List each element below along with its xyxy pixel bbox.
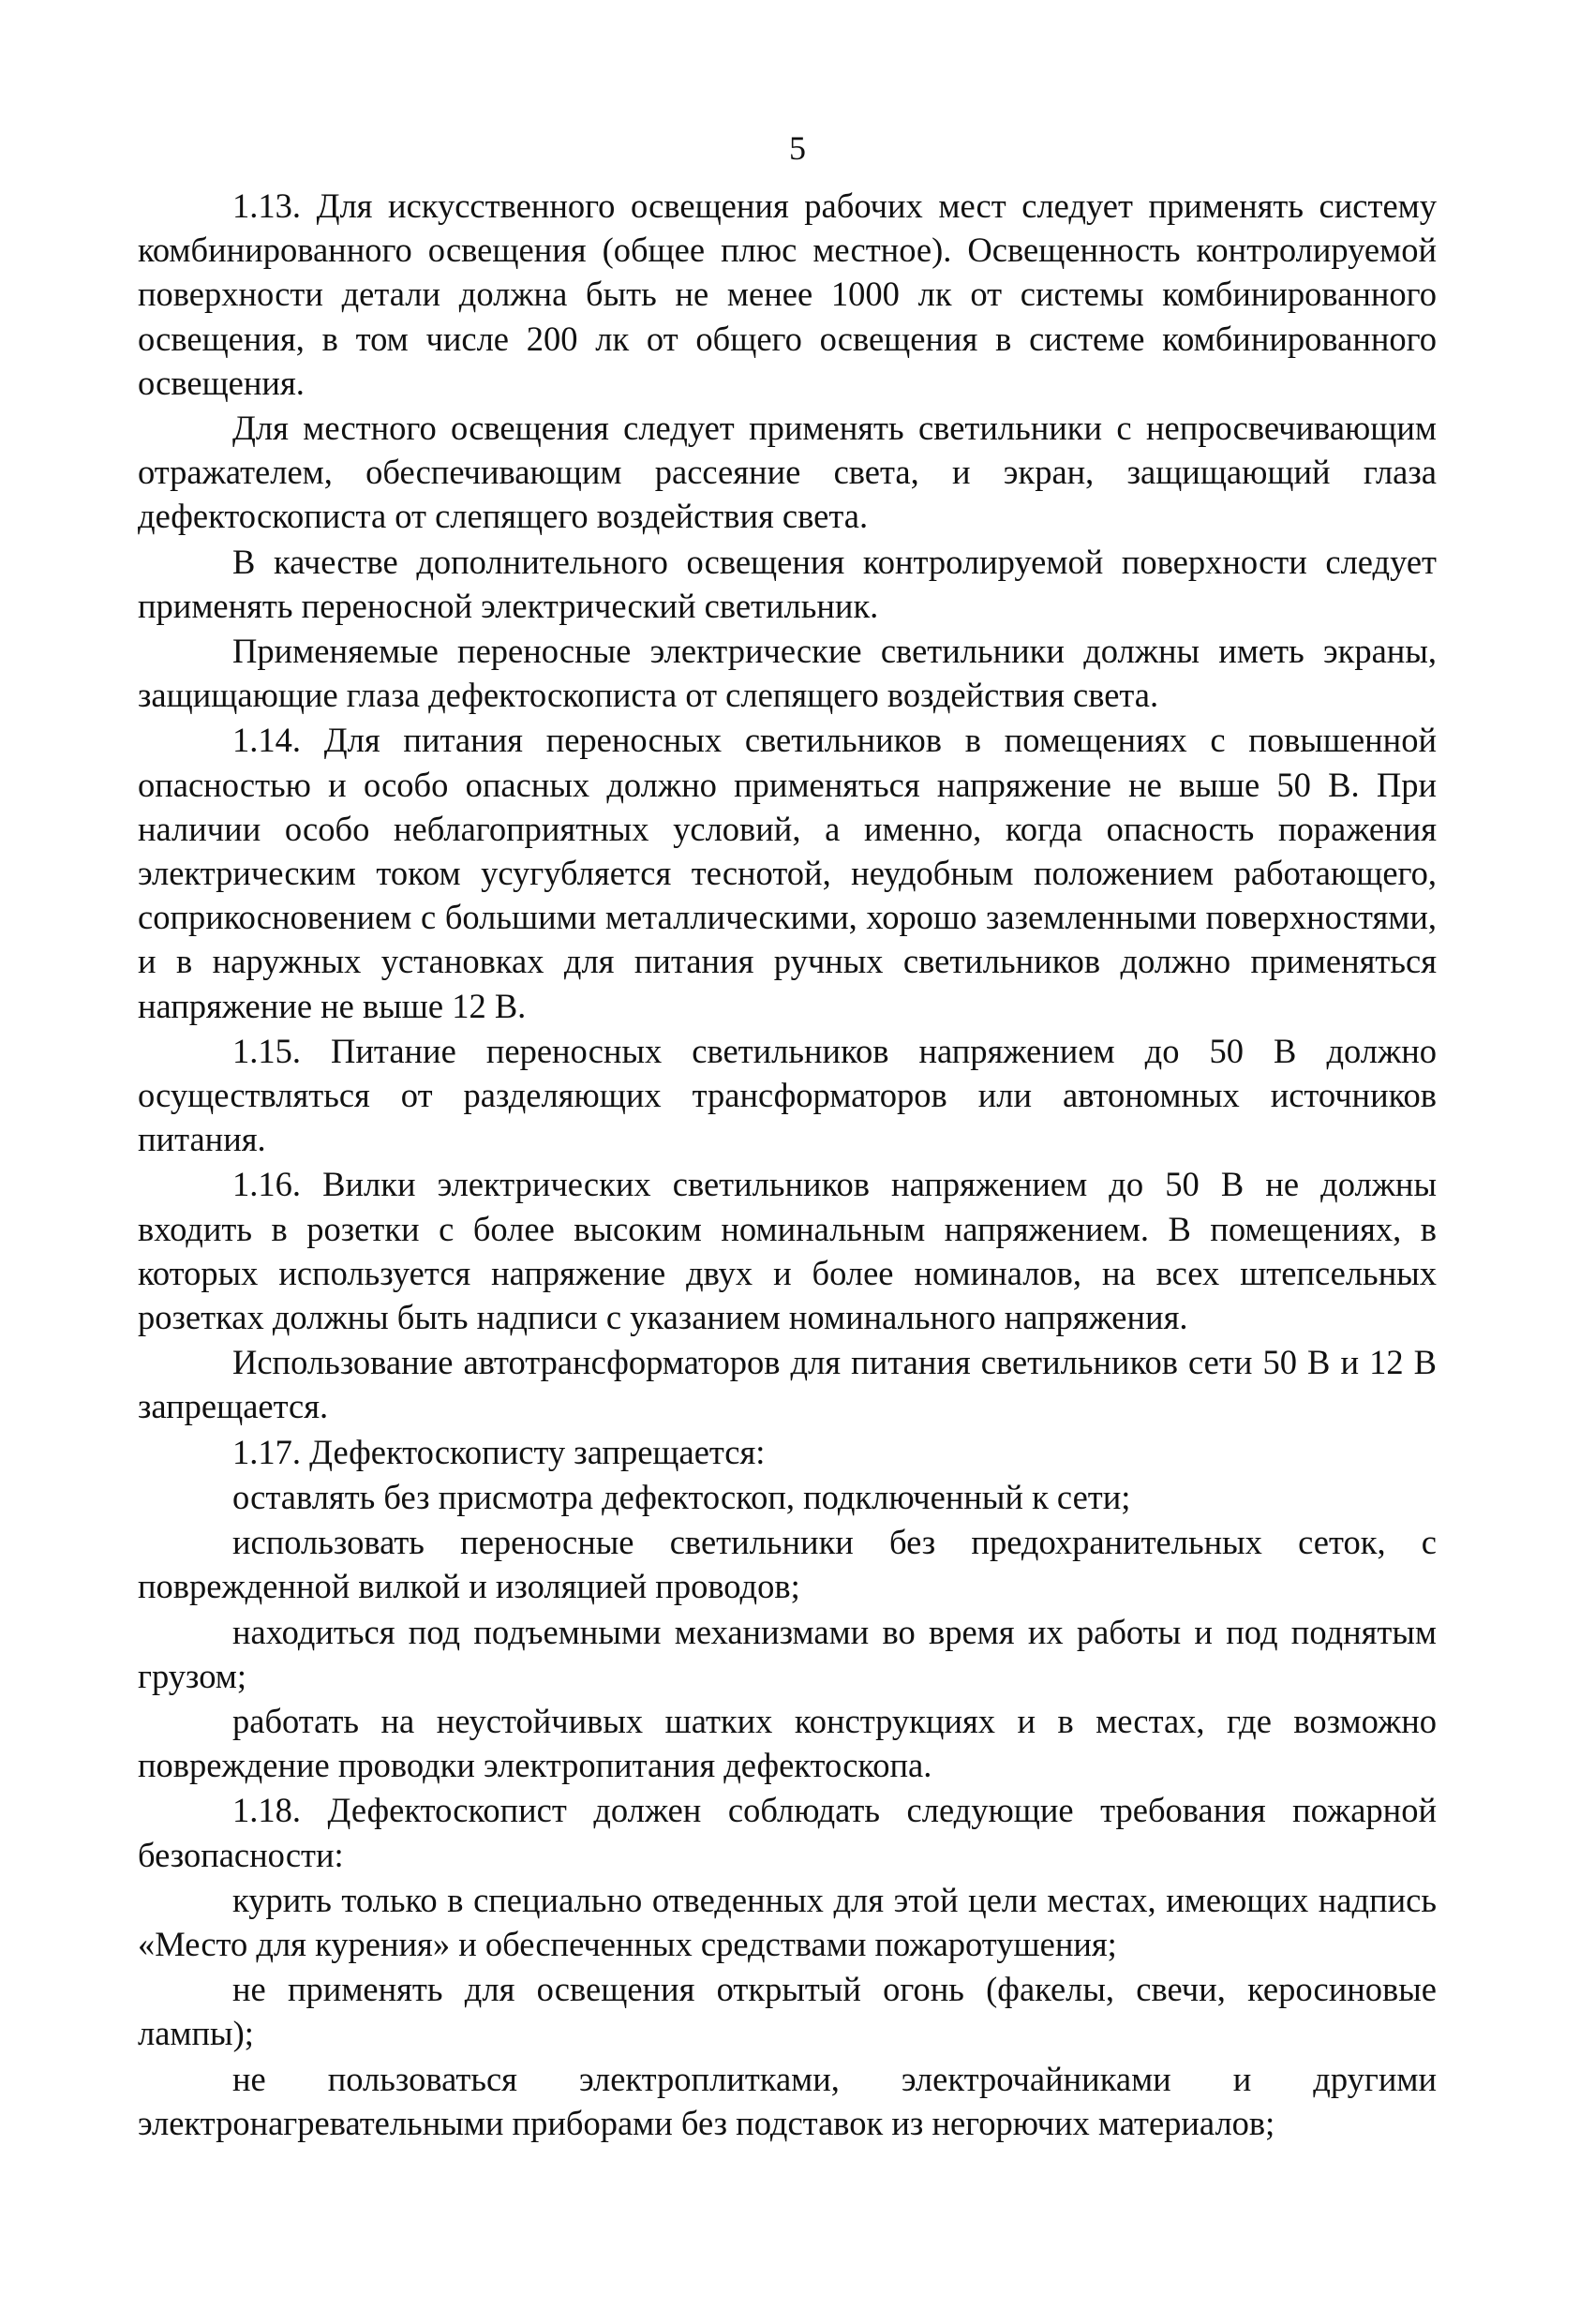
list-item: не пользоваться электроплитками, электрочайниками и другими электронагревательными приборами без подставок из негорючих материалов; [138, 2059, 1437, 2142]
list-item: использовать переносные светильники без предохранительных сеток, с поврежденной вилкой и изоляцией проводов; [138, 1523, 1437, 1606]
list-item: работать на неустойчивых шатких конструкциях и в местах, где возможно повреждение проводки электропитания дефектоскопа. [138, 1701, 1437, 1785]
paragraph-local-lighting: Для местного освещения следует применять светильники с непросвечивающим отражателем, обеспечивающим рассеяние света, и экран, защищающий глаза дефектоскописта от слепящего воздействия света. [138, 409, 1437, 536]
paragraph-portable-lamp-screens: Применяемые переносные электрические светильники должны иметь экраны, защищающие глаза дефектоскописта от слепящего воздействия света. [138, 632, 1437, 715]
paragraph-1-14: 1.14. Для питания переносных светильников в помещениях с повышенной опасностью и особо опасных должно применяться напряжение не выше 50 В. При наличии особо неблагоприятных условий, а именно, когда опасность поражения электрическим током усугубляется теснотой, неудобным положением работающего, соприкосновением с большими металлическими, хорошо заземленными поверхностями, и в наружных установках для питания ручных светильников должно применяться напряжение не выше 12 В. [138, 721, 1437, 1025]
paragraph-1-13: 1.13. Для искусственного освещения рабочих мест следует применять систему комбинированного освещения (общее плюс местное). Освещенность контролируемой поверхности детали должна быть не менее 1000 лк от системы комбинированного освещения, в том числе 200 лк от общего освещения в системе комбинированного освещения. [138, 186, 1437, 402]
paragraph-1-16: 1.16. Вилки электрических светильников напряжением до 50 В не должны входить в розетки с более высоким номинальным напряжением. В помещениях, в которых используется напряжение двух и более номиналов, на всех штепсельных розетках должны быть надписи с указанием номинального напряжения. [138, 1165, 1437, 1337]
document-body [138, 184, 1437, 2146]
page-number: 5 [789, 129, 806, 167]
list-item: курить только в специально отведенных для этой цели местах, имеющих надпись «Место для курения» и обеспеченных средствами пожаротушения; [138, 1880, 1437, 1963]
list-item: находиться под подъемными механизмами во время их работы и под поднятым грузом; [138, 1612, 1437, 1695]
list-item: не применять для освещения открытый огонь (факелы, свечи, керосиновые лампы); [138, 1970, 1437, 2053]
paragraph-1-17: 1.17. Дефектоскописту запрещается: [232, 1432, 766, 1471]
paragraph-autotransformers: Использование автотрансформаторов для питания светильников сети 50 В и 12 В запрещается. [138, 1343, 1437, 1426]
paragraph-1-15: 1.15. Питание переносных светильников напряжением до 50 В должно осуществляться от разделяющих трансформаторов или автономных источников питания. [138, 1031, 1437, 1159]
paragraph-additional-lighting: В качестве дополнительного освещения контролируемой поверхности следует применять переносной электрический светильник. [138, 542, 1437, 625]
list-item: оставлять без присмотра дефектоскоп, подключенный к сети; [232, 1477, 1131, 1516]
paragraph-1-18: 1.18. Дефектоскопист должен соблюдать следующие требования пожарной безопасности: [138, 1791, 1437, 1874]
